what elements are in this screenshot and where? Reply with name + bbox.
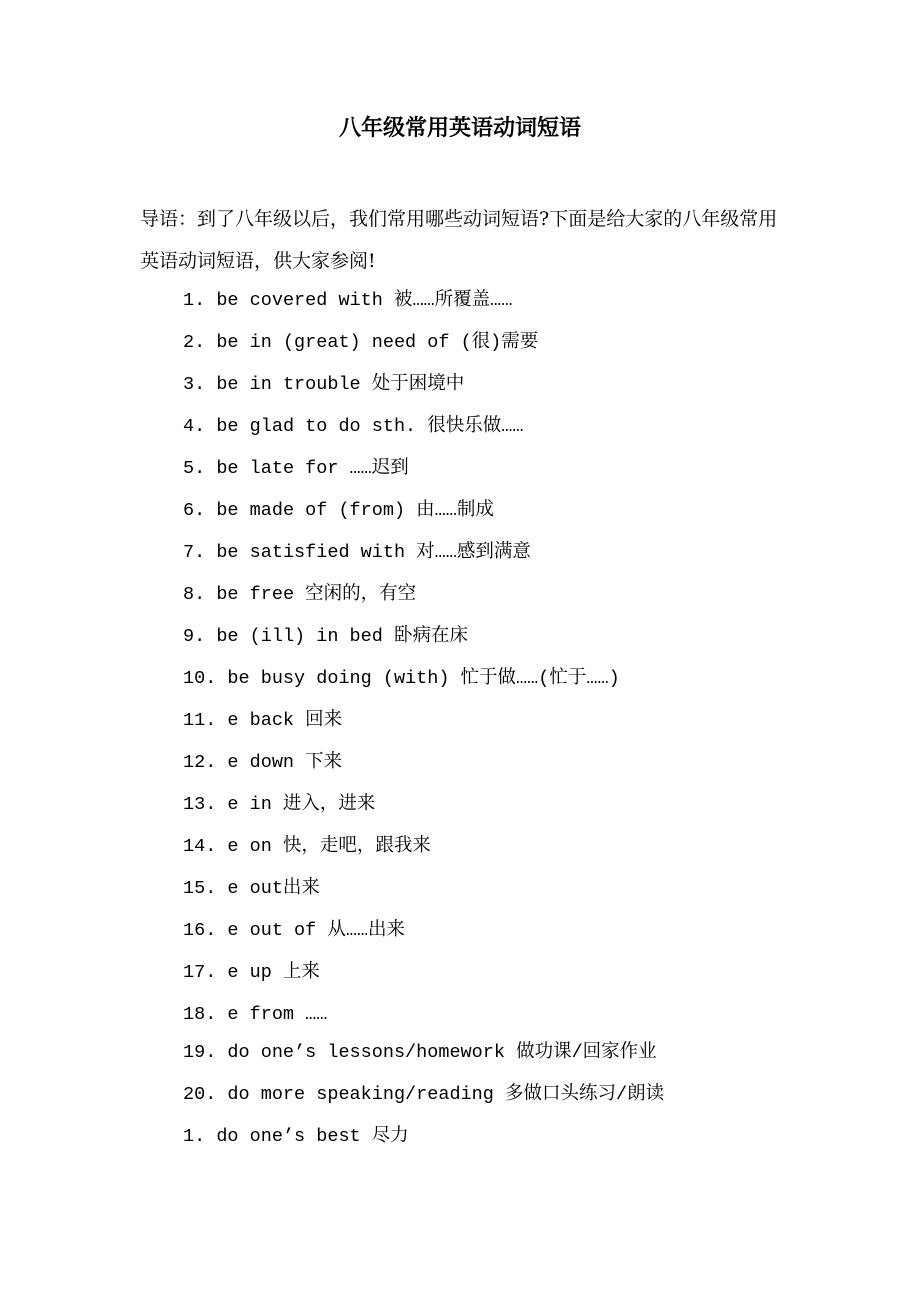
phrase-text: e out出来 xyxy=(227,878,320,899)
phrase-text: be covered with 被……所覆盖…… xyxy=(216,290,513,311)
phrase-number: 3. xyxy=(183,374,206,395)
phrase-item xyxy=(183,1074,803,1116)
phrase-text: be in trouble 处于困境中 xyxy=(216,374,465,395)
phrase-item xyxy=(183,1116,803,1158)
phrase-text: do one’s best 尽力 xyxy=(216,1126,409,1147)
phrase-text: e up 上来 xyxy=(227,962,320,983)
phrase-item xyxy=(183,952,803,994)
phrase-text: e back 回来 xyxy=(227,710,343,731)
phrase-text: e in 进入，进来 xyxy=(227,794,376,815)
phrase-text: be free 空闲的，有空 xyxy=(216,584,417,605)
document-title: 八年级常用英语动词短语 xyxy=(338,115,581,141)
phrase-number: 12. xyxy=(183,752,217,773)
phrase-text: e out of 从……出来 xyxy=(227,920,406,941)
phrase-item xyxy=(183,574,803,616)
phrase-number: 20. xyxy=(183,1084,217,1105)
phrase-item xyxy=(183,742,803,784)
phrase-number: 8. xyxy=(183,584,206,605)
phrase-number: 1. xyxy=(183,1126,206,1147)
phrase-list xyxy=(183,280,803,1158)
phrase-text: be (ill) in bed 卧病在床 xyxy=(216,626,468,647)
phrase-item xyxy=(183,280,803,322)
phrase-text: be late for ……迟到 xyxy=(216,458,409,479)
phrase-item xyxy=(183,826,803,868)
phrase-number: 17. xyxy=(183,962,217,983)
phrase-number: 2. xyxy=(183,332,206,353)
phrase-text: e down 下来 xyxy=(227,752,343,773)
phrase-item xyxy=(183,406,803,448)
phrase-number: 11. xyxy=(183,710,217,731)
phrase-item xyxy=(183,868,803,910)
phrase-number: 14. xyxy=(183,836,217,857)
phrase-item xyxy=(183,784,803,826)
phrase-text: be glad to do sth. 很快乐做…… xyxy=(216,416,524,437)
phrase-item xyxy=(183,994,803,1032)
intro-paragraph: 导语：到了八年级以后，我们常用哪些动词短语?下面是给大家的八年级常用英语动词短语，供大家参阅! xyxy=(140,208,778,272)
phrase-number: 7. xyxy=(183,542,206,563)
phrase-item xyxy=(183,322,803,364)
phrase-text: be satisfied with 对……感到满意 xyxy=(216,542,531,563)
phrase-number: 13. xyxy=(183,794,217,815)
phrase-text: be busy doing (with) 忙于做……(忙于……) xyxy=(227,668,620,689)
phrase-number: 4. xyxy=(183,416,206,437)
phrase-number: 18. xyxy=(183,1004,217,1025)
phrase-text: be made of (from) 由……制成 xyxy=(216,500,494,521)
phrase-item xyxy=(183,490,803,532)
phrase-item xyxy=(183,658,803,700)
phrase-text: be in (great) need of (很)需要 xyxy=(216,332,539,353)
phrase-text: do one’s lessons/homework 做功课/回家作业 xyxy=(227,1042,657,1063)
phrase-number: 6. xyxy=(183,500,206,521)
phrase-number: 16. xyxy=(183,920,217,941)
phrase-item xyxy=(183,1032,803,1074)
phrase-item xyxy=(183,616,803,658)
phrase-text: e from …… xyxy=(227,1004,328,1025)
phrase-number: 9. xyxy=(183,626,206,647)
phrase-number: 5. xyxy=(183,458,206,479)
phrase-item xyxy=(183,532,803,574)
phrase-item xyxy=(183,364,803,406)
phrase-number: 15. xyxy=(183,878,217,899)
phrase-number: 10. xyxy=(183,668,217,689)
phrase-item xyxy=(183,448,803,490)
phrase-text: e on 快，走吧，跟我来 xyxy=(227,836,431,857)
phrase-number: 19. xyxy=(183,1042,217,1063)
phrase-item xyxy=(183,910,803,952)
phrase-text: do more speaking/reading 多做口头练习/朗读 xyxy=(227,1084,665,1105)
phrase-item xyxy=(183,700,803,742)
phrase-number: 1. xyxy=(183,290,206,311)
